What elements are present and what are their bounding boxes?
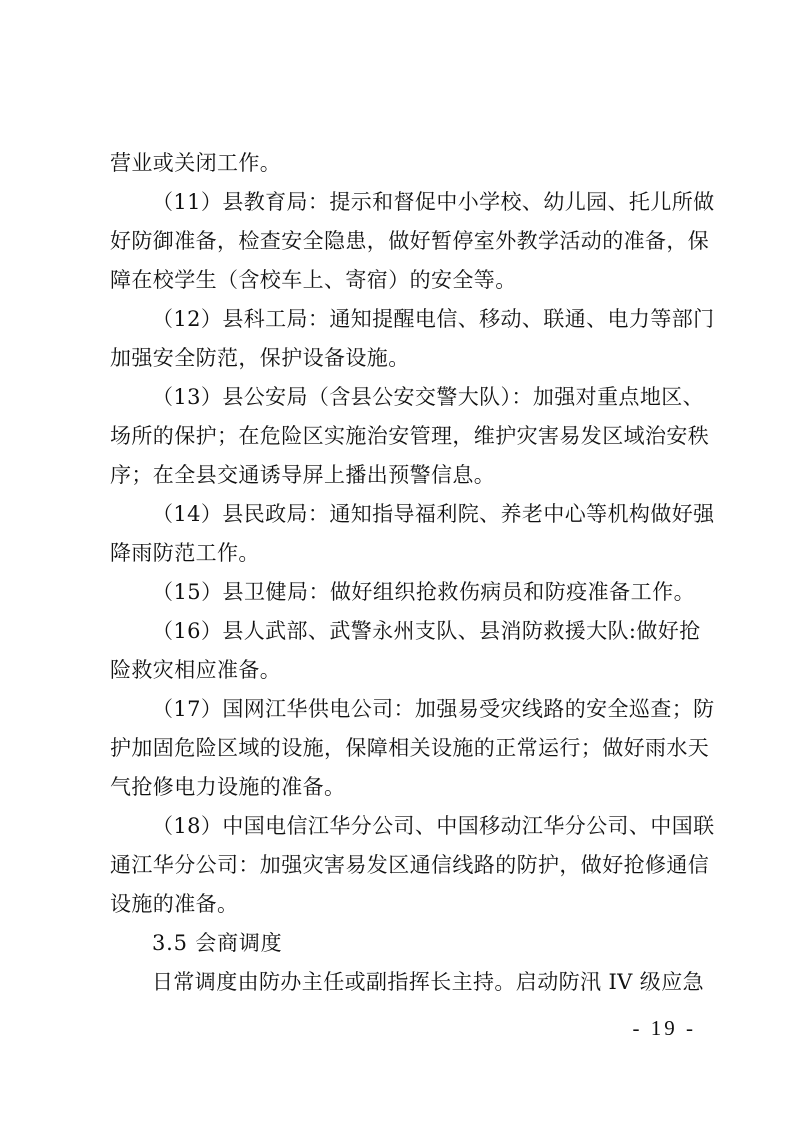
page-number: - 19 - [632,1016,696,1040]
paragraph-line: （11）县教育局：提示和督促中小学校、幼儿园、托儿所做 [152,190,715,214]
paragraph-line: （12）县科工局：通知提醒电信、移动、联通、电力等部门 [152,307,715,331]
paragraph-line: （15）县卫健局：做好组织抢救伤病员和防疫准备工作。 [152,580,695,604]
paragraph-line: 险救灾相应准备。 [110,658,282,682]
paragraph-line: 日常调度由防办主任或副指挥长主持。启动防汛 IV 级应急 [152,970,705,994]
paragraph-line: 障在校学生（含校车上、寄宿）的安全等。 [110,268,517,292]
paragraph-line: 气抢修电力设施的准备。 [110,775,346,799]
paragraph-line: 加强安全防范，保护设备设施。 [110,346,410,370]
paragraph-line: （18）中国电信江华分公司、中国移动江华分公司、中国联 [152,814,715,838]
paragraph-line: （16）县人武部、武警永州支队、县消防救援大队:做好抢 [152,619,701,643]
paragraph-line: 设施的准备。 [110,892,239,916]
paragraph-line: 好防御准备，检查安全隐患，做好暂停室外教学活动的准备，保 [110,229,710,253]
paragraph-line: （17）国网江华供电公司：加强易受灾线路的安全巡查；防 [152,697,715,721]
paragraph-line: 序；在全县交通诱导屏上播出预警信息。 [110,463,496,487]
paragraph-line: 场所的保护；在危险区实施治安管理，维护灾害易发区域治安秩 [110,424,710,448]
paragraph-line: （14）县民政局：通知指导福利院、养老中心等机构做好强 [152,502,715,526]
section-heading: 3.5 会商调度 [152,931,283,955]
paragraph-line: （13）县公安局（含县公安交警大队）：加强对重点地区、 [152,385,705,409]
paragraph-line: 降雨防范工作。 [110,541,260,565]
paragraph-line: 营业或关闭工作。 [110,151,282,175]
paragraph-line: 通江华分公司：加强灾害易发区通信线路的防护，做好抢修通信 [110,853,710,877]
paragraph-line: 护加固危险区域的设施，保障相关设施的正常运行；做好雨水天 [110,736,710,760]
